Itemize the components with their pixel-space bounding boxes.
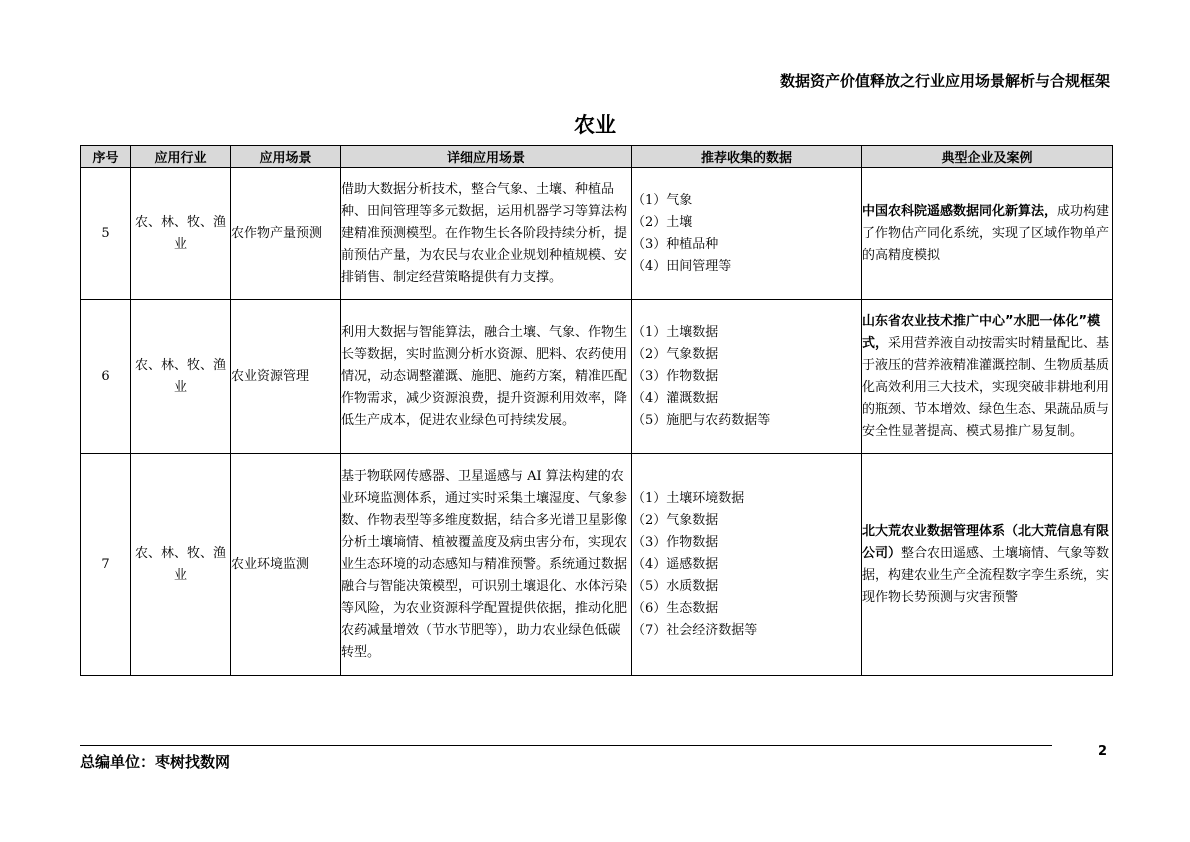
row-scene: 农业环境监测 [231,454,341,676]
data-item: （1）土壤环境数据 [632,490,745,506]
data-item: （5）施肥与农药数据等 [632,412,771,428]
row-scene: 农作物产量预测 [231,168,341,300]
case-company: 山东省农业技术推广中心”水肥一体化”模式， [862,313,1101,351]
data-item: （2）气象数据 [632,346,719,362]
case-description: 整合农田遥感、土壤墒情、气象等数据，构建农业生产全流程数字孪生系统，实现作物长势预测与灾害预警 [862,545,1110,605]
footer-divider [80,745,1052,746]
row-detail: 基于物联网传感器、卫星遥感与 AI 算法构建的农业环境监测体系，通过实时采集土壤湿度、气象参数、作物表型等多维度数据，结合多光谱卫星影像分析土壤墒情、植被覆盖度及病虫害分布，实现农业生态环境的动态感知与精准预警。系统通过数据融合与智能决策模型，可识别土壤退化、水体污染等风险，为农业资源科学配置提供依据，推动化肥农药减量增效（节水节肥等），助力农业绿色低碳转型。 [341,454,632,676]
row-num: 6 [81,300,131,454]
header-num: 序号 [81,146,131,168]
header-scene: 应用场景 [231,146,341,168]
data-item: （6）生态数据 [632,600,719,616]
data-item: （3）种植品种 [632,236,719,252]
case-company: 北大荒农业数据管理体系（北大荒信息有限公司） [862,523,1110,561]
row-data-list [632,454,862,676]
case-description: 采用营养液自动按需实时精量配比、基于液压的营养液精准灌溉控制、生物质基质化高效利用三大技术，实现突破非耕地利用的瓶颈、节本增效、绿色生态、果蔬品质与安全性显著提高、模式易推广易复制。 [862,335,1110,439]
row-num: 5 [81,168,131,300]
data-item: （4）灌溉数据 [632,390,719,406]
data-item: （2）气象数据 [632,512,719,528]
header-detail: 详细应用场景 [341,146,632,168]
row-data-list [632,300,862,454]
section-title: 农业 [574,113,616,137]
row-case [862,300,1113,454]
row-case [862,168,1113,300]
row-data-list [632,168,862,300]
row-industry: 农、林、牧、渔业 [131,168,231,300]
data-item: （5）水质数据 [632,578,719,594]
data-item: （1）气象 [632,192,693,208]
application-scenarios-table [80,145,1113,676]
page-number: 2 [1098,744,1108,759]
data-item: （4）遥感数据 [632,556,719,572]
case-company: 中国农科院遥感数据同化新算法， [862,203,1058,219]
row-detail: 借助大数据分析技术，整合气象、土壤、种植品种、田间管理等多元数据，运用机器学习等算法构建精准预测模型。在作物生长各阶段持续分析，提前预估产量，为农民与农业企业规划种植规模、安排销售、制定经营策略提供有力支撑。 [341,168,632,300]
data-item: （3）作物数据 [632,534,719,550]
row-industry: 农、林、牧、渔业 [131,300,231,454]
case-description: 成功构建了作物估产同化系统，实现了区域作物单产的高精度模拟 [862,203,1110,263]
table-row [81,300,1113,454]
table-row [81,168,1113,300]
table-header-row [81,146,1113,168]
row-num: 7 [81,454,131,676]
data-item: （2）土壤 [632,214,693,230]
header-case: 典型企业及案例 [862,146,1113,168]
row-detail: 利用大数据与智能算法，融合土壤、气象、作物生长等数据，实时监测分析水资源、肥料、农药使用情况，动态调整灌溉、施肥、施药方案，精准匹配作物需求，减少资源浪费，提升资源利用效率，降低生产成本，促进农业绿色可持续发展。 [341,300,632,454]
data-item: （3）作物数据 [632,368,719,384]
data-item: （7）社会经济数据等 [632,622,758,638]
table-row [81,454,1113,676]
row-scene: 农业资源管理 [231,300,341,454]
data-item: （1）土壤数据 [632,324,719,340]
data-item: （4）田间管理等 [632,258,732,274]
row-industry: 农、林、牧、渔业 [131,454,231,676]
footer-editor-unit: 总编单位：枣树找数网 [80,753,231,771]
document-header-title: 数据资产价值释放之行业应用场景解析与合规框架 [779,72,1110,90]
row-case [862,454,1113,676]
header-industry: 应用行业 [131,146,231,168]
header-data: 推荐收集的数据 [632,146,862,168]
